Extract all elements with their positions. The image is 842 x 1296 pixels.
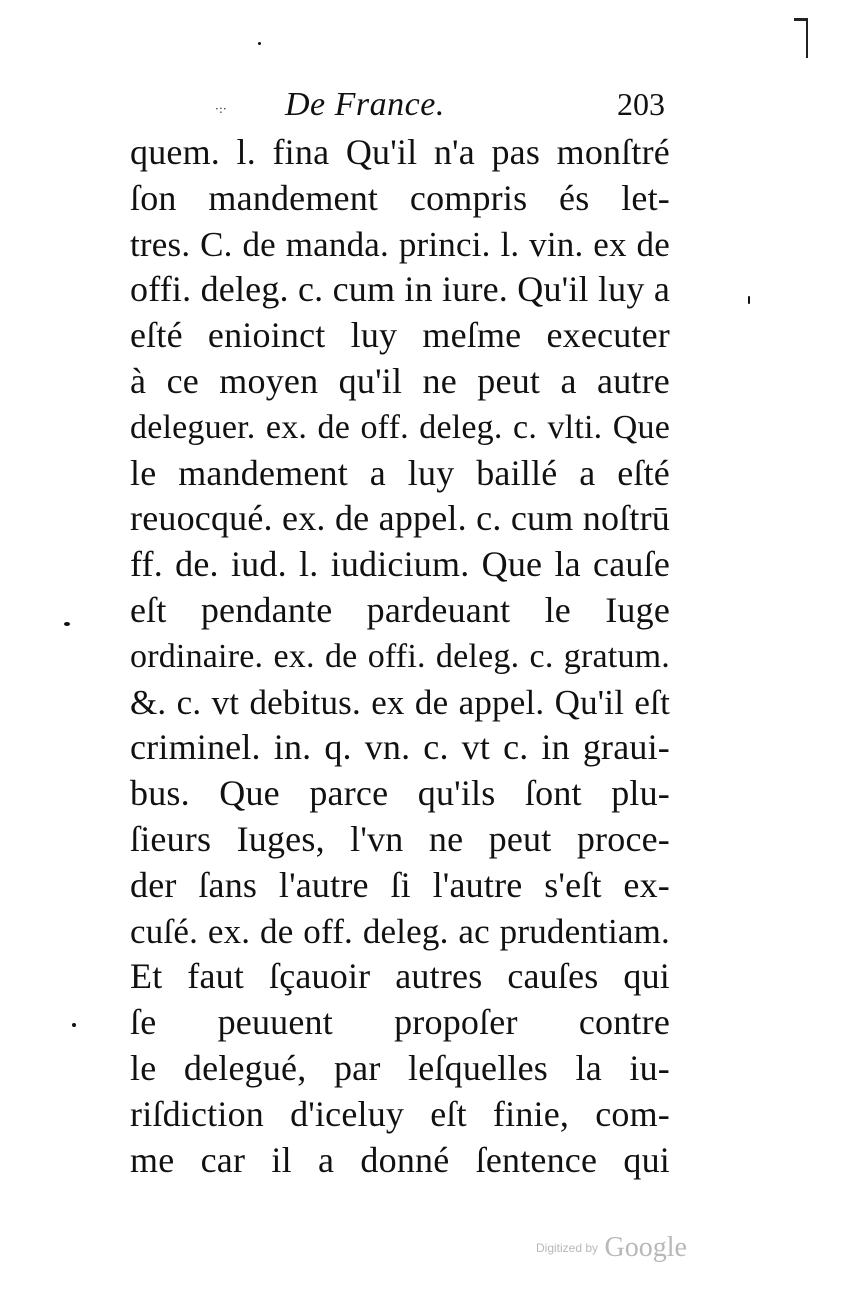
text-line: der ſans l'autre ſi l'autre s'eſt ex- — [130, 864, 670, 905]
running-header — [215, 86, 665, 130]
text-line: bus. Que parce qu'ils ſont plu- — [130, 773, 670, 814]
text-line: ſieurs Iuges, l'vn ne peut proce- — [130, 818, 670, 859]
text-line: ff. de. iud. l. iudicium. Que la cauſe — [130, 544, 670, 585]
text-line: offi. deleg. c. cum in iure. Qu'il luy a — [130, 269, 670, 310]
text-line: reuocqué. ex. de appel. c. cum noſtrū — [130, 498, 670, 539]
text-line: tres. C. de manda. princi. l. vin. ex de — [130, 224, 670, 264]
text-line: eſt pendante pardeuant le Iuge — [130, 589, 670, 630]
text-line: quem. l. fina Qu'il n'a pas monſtré — [130, 132, 670, 172]
body-text — [130, 130, 670, 1183]
margin-speck — [72, 1023, 76, 1027]
text-line: deleguer. ex. de off. deleg. c. vlti. Que — [130, 408, 670, 446]
text-line: Et faut ſçauoir autres cauſes qui — [130, 956, 670, 997]
text-line: &. c. vt debitus. ex de appel. Qu'il eſt — [130, 682, 670, 722]
text-line: le mandement a luy baillé a eſté — [130, 452, 670, 493]
page-number: 203 — [617, 86, 665, 122]
text-line: criminel. in. q. vn. c. vt c. in graui- — [130, 727, 670, 768]
text-line: le delegué, par leſquelles la iu- — [130, 1047, 670, 1088]
text-line: ſe peuuent propoſer contre — [130, 1002, 670, 1043]
text-line: ordinaire. ex. de offi. deleg. c. gratum. — [130, 637, 670, 675]
watermark-prefix: Digitized by — [536, 1241, 599, 1255]
text-line: ſon mandement compris és let- — [130, 177, 670, 218]
margin-speck — [258, 42, 261, 45]
text-line: à ce moyen qu'il ne peut a autre — [130, 360, 670, 401]
text-line: riſdiction d'iceluy eſt finie, com- — [130, 1093, 670, 1134]
header-speck: ·:· — [215, 102, 227, 116]
text-line: eſté enioinct luy meſme executer — [130, 315, 670, 356]
margin-speck — [748, 296, 750, 304]
digitized-watermark — [536, 1232, 687, 1264]
google-logo: Google — [604, 1232, 687, 1263]
page-corner-mark — [798, 18, 808, 58]
text-line: cuſé. ex. de off. deleg. ac prudentiam. — [130, 911, 670, 951]
margin-speck — [64, 622, 70, 626]
running-title: De France. — [285, 86, 445, 123]
text-line: me car il a donné ſentence qui — [130, 1139, 670, 1180]
